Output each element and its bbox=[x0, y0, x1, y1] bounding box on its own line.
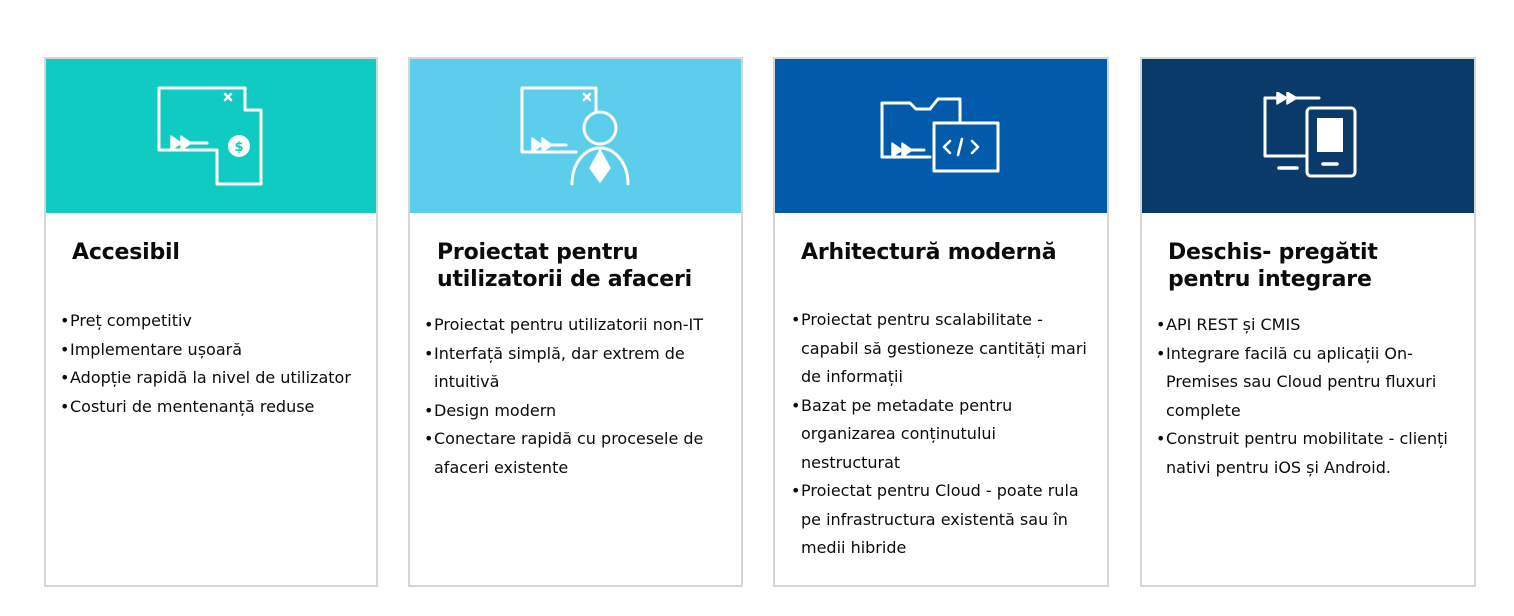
feature-list bbox=[791, 306, 1089, 563]
list-item: • Construit pentru mobilitate - clienți nativi pentru iOS și Android. bbox=[1156, 425, 1456, 482]
list-item: • Costuri de mentenanță reduse bbox=[60, 393, 362, 422]
list-item: • Adopție rapidă la nivel de utilizator bbox=[60, 364, 362, 393]
card-header bbox=[46, 59, 376, 213]
list-item: • API REST și CMIS bbox=[1156, 311, 1456, 340]
feature-list bbox=[424, 311, 711, 482]
list-item: • Bazat pe metadate pentru organizarea conținutului nestructurat bbox=[791, 392, 1089, 478]
desktop-mobile-icon bbox=[1257, 92, 1359, 180]
list-item: • Conectare rapidă cu procesele de afaceri existente bbox=[424, 425, 711, 482]
card-header bbox=[1142, 59, 1474, 213]
window-user-icon bbox=[520, 86, 632, 186]
list-item: • Proiectat pentru utilizatorii non-IT bbox=[424, 311, 711, 340]
list-item: • Preț competitiv bbox=[60, 307, 362, 336]
svg-text:$: $ bbox=[234, 140, 244, 155]
feature-list bbox=[60, 307, 362, 421]
list-item: • Proiectat pentru Cloud - poate rula pe infrastructura existentă sau în medii hibride bbox=[791, 477, 1089, 563]
feature-card-business-users bbox=[408, 57, 743, 587]
feature-card-modern-architecture bbox=[773, 57, 1109, 587]
card-header bbox=[775, 59, 1107, 213]
list-item: • Proiectat pentru scalabilitate - capabil să gestioneze cantități mari de informații bbox=[791, 306, 1089, 392]
card-title: Deschis- pregătit pentru integrare bbox=[1168, 240, 1378, 292]
feature-card-integration bbox=[1140, 57, 1476, 587]
card-title: Arhitectură modernă bbox=[801, 240, 1057, 265]
folder-code-icon bbox=[880, 97, 1002, 175]
list-item: • Implementare ușoară bbox=[60, 336, 362, 365]
feature-card-accesibil bbox=[44, 57, 378, 587]
list-item: • Design modern bbox=[424, 397, 711, 426]
feature-list bbox=[1156, 311, 1456, 482]
card-title: Proiectat pentru utilizatorii de afaceri bbox=[437, 240, 693, 292]
card-title: Accesibil bbox=[72, 240, 180, 265]
list-item: • Interfață simplă, dar extrem de intuitivă bbox=[424, 340, 711, 397]
card-header bbox=[410, 59, 741, 213]
window-dollar-icon bbox=[157, 86, 265, 186]
list-item: • Integrare facilă cu aplicații On-Premises sau Cloud pentru fluxuri complete bbox=[1156, 340, 1456, 426]
